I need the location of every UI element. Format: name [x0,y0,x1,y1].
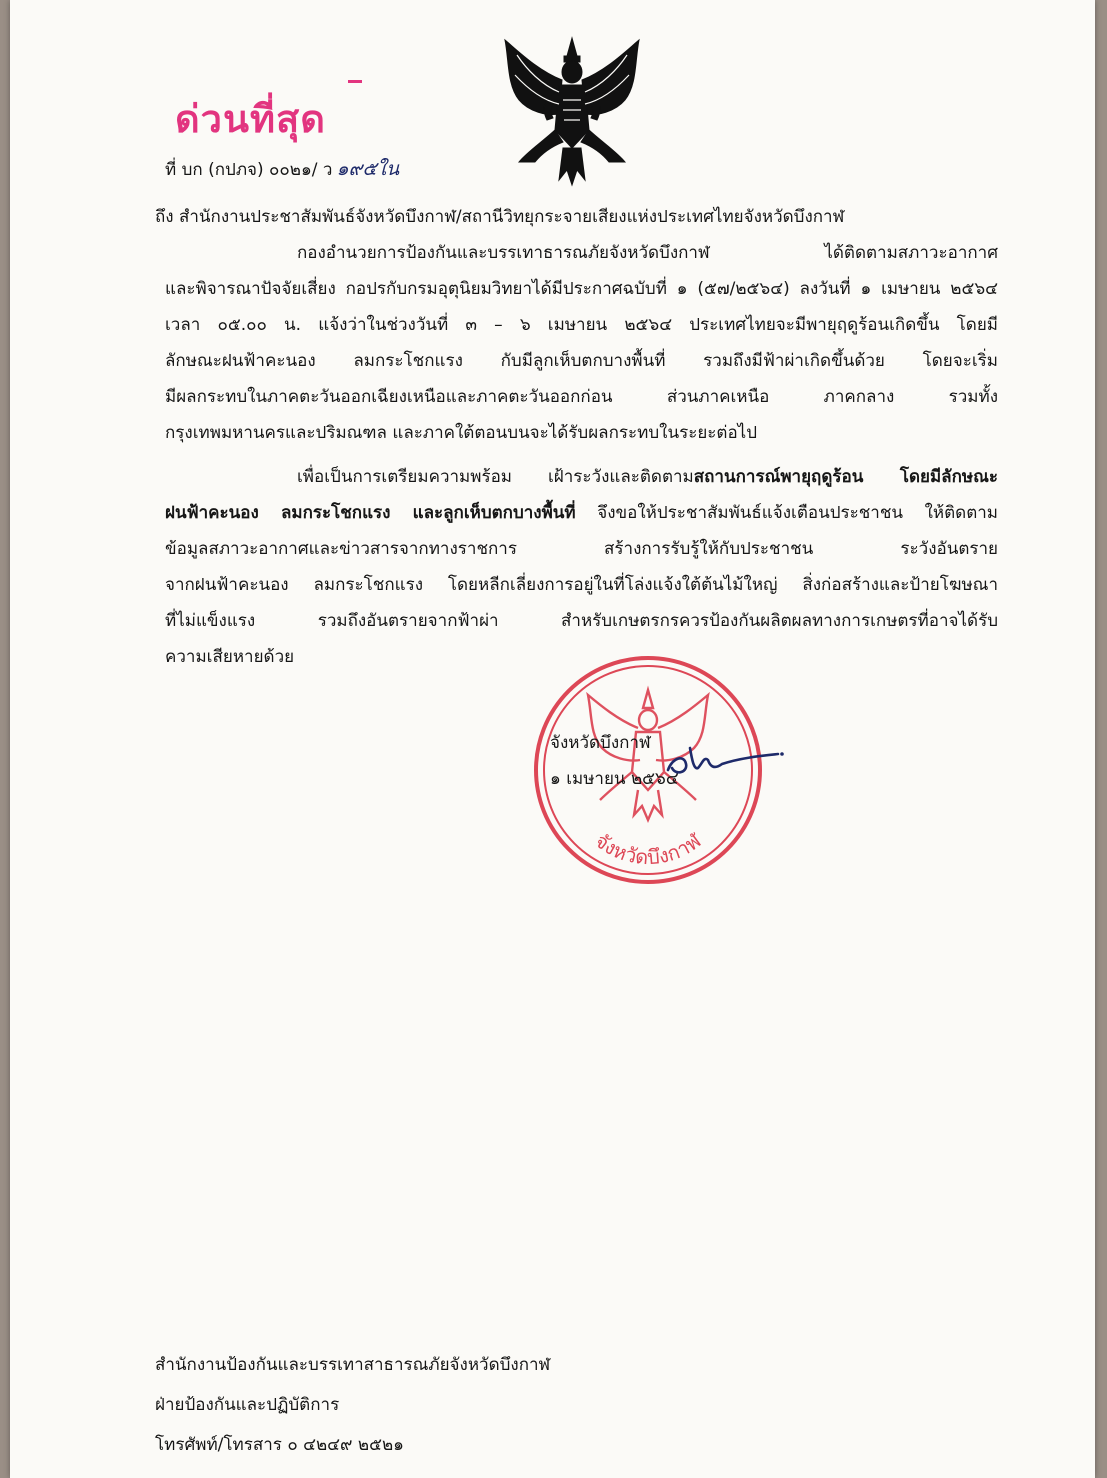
seal-text: จังหวัดบึงกาฬ [590,828,706,870]
paragraph-line [165,459,998,495]
reference-handwritten-number: ๑๙๕ใน [336,158,400,180]
paragraph-line [165,495,998,531]
paragraph-line: ลักษณะฝนฟ้าคะนอง ลมกระโชกแรง กับมีลูกเห็บตกบางพื้นที่ รวมถึงมีฟ้าผ่าเกิดขึ้นด้วย โดยจะเริ่ม [165,351,998,371]
paragraph-line: จากฝนฟ้าคะนอง ลมกระโชกแรง โดยหลีกเลี่ยงการอยู่ในที่โล่งแจ้งใต้ต้นไม้ใหญ่ สิ่งก่อสร้างและป้ายโฆษณา [165,575,998,595]
paragraph-text: จึงขอให้ประชาสัมพันธ์แจ้งเตือนประชาชน ให้ติดตาม [575,503,998,523]
paragraph-2 [165,459,998,675]
paragraph-line: กองอำนวยการป้องกันและบรรเทาธารณภัยจังหวัดบึงกาฬ ได้ติดตามสภาวะอากาศ [297,243,998,263]
paragraph-line: ที่ไม่แข็งแรง รวมถึงอันตรายจากฟ้าผ่า สำหรับเกษตรกรควรป้องกันผลิตผลทางการเกษตรที่อาจได้รับ [165,611,998,631]
garuda-emblem-icon [497,30,647,190]
reference-number [165,154,399,184]
signing-authority: จังหวัดบึงกาฬ [550,733,651,753]
footer-contact [155,1345,550,1465]
footer-division: ฝ่ายป้องกันและปฏิบัติการ [155,1395,340,1415]
paragraph-line: เวลา ๐๕.๐๐ น. แจ้งว่าในช่วงวันที่ ๓ – ๖ เมษายน ๒๕๖๔ ประเทศไทยจะมีพายุฤดูร้อนเกิดขึ้น โดยมี [165,315,998,335]
paragraph-line: ข้อมูลสภาวะอากาศและข่าวสารจากทางราชการ สร้างการรับรู้ให้กับประชาชน ระวังอันตราย [165,539,998,559]
svg-text:จังหวัดบึงกาฬ [591,828,707,870]
addressee: ถึง สำนักงานประชาสัมพันธ์จังหวัดบึงกาฬ/สถานีวิทยุกระจายเสียงแห่งประเทศไทยจังหวัดบึงกาฬ [155,207,845,227]
paragraph-line: และพิจารณาปัจจัยเสี่ยง กอปรกับกรมอุตุนิยมวิทยาได้มีประกาศฉบับที่ ๑ (๕๗/๒๕๖๔) ลงวันที่ ๑ เมษายน ๒๕๖๔ [165,279,998,299]
paragraph-line: ความเสียหายด้วย [165,647,295,667]
handwritten-signature [610,730,790,790]
paragraph-bold-text: สถานการณ์พายุฤดูร้อน โดยมีลักษณะ [693,467,998,487]
paragraph-1 [165,235,998,451]
paragraph-bold-text: ฝนฟ้าคะนอง ลมกระโชกแรง และลูกเห็บตกบางพื้นที่ [165,503,576,523]
footer-office: สำนักงานป้องกันและบรรเทาสาธารณภัยจังหวัดบึงกาฬ [155,1355,551,1375]
document-page [10,0,1095,1478]
paragraph-line: มีผลกระทบในภาคตะวันออกเฉียงเหนือและภาคตะวันออกก่อน ส่วนภาคเหนือ ภาคกลาง รวมทั้ง [165,387,998,407]
paragraph-text: เพื่อเป็นการเตรียมความพร้อม เฝ้าระวังและติดตาม [297,467,694,487]
reference-prefix: ที่ บก (กปภจ) ๐๐๒๑/ ว [165,160,333,180]
letter-date: ๑ เมษายน ๒๕๖๔ [550,769,679,789]
footer-phone: โทรศัพท์/โทรสาร ๐ ๔๒๔๙ ๒๕๒๑ [155,1435,404,1455]
paragraph-line: กรุงเทพมหานครและปริมณฑล และภาคใต้ตอนบนจะได้รับผลกระทบในระยะต่อไป [165,423,758,443]
stamp-mark [348,80,362,83]
urgency-stamp: ด่วนที่สุด [175,97,326,141]
